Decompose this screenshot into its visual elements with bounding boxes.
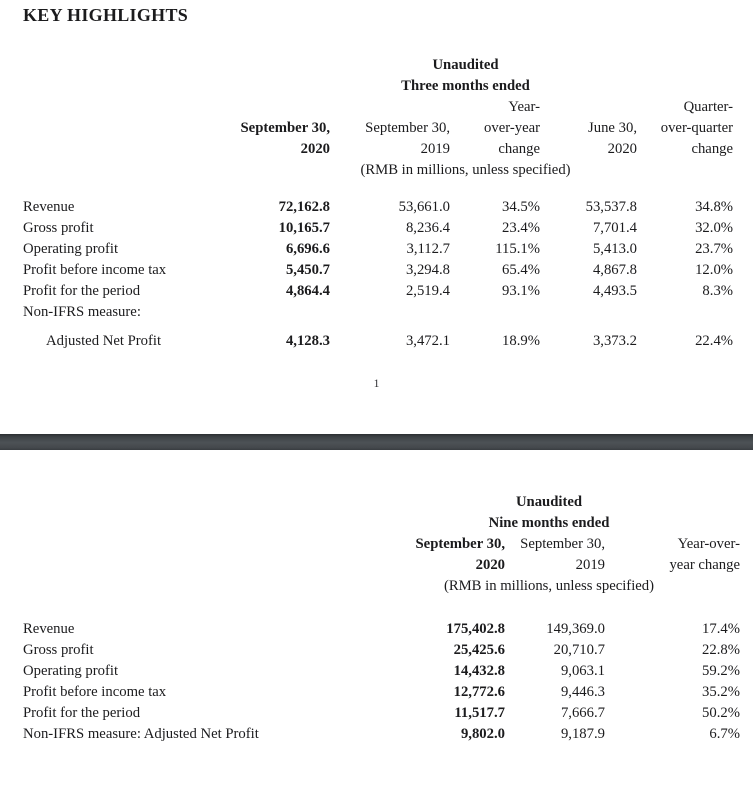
col-header-yoy: Year-over- [677, 536, 740, 552]
cell-value: 9,446.3 [560, 684, 605, 700]
spacer-row [23, 181, 733, 197]
col-header-sep2020: 2020 [475, 557, 505, 573]
cell-value: 7,666.7 [560, 705, 605, 721]
col-header-yoy: year change [669, 557, 740, 573]
table-row [23, 703, 740, 724]
page-number: 1 [373, 378, 380, 390]
empty-cell [330, 97, 450, 118]
period-label: Nine months ended [488, 515, 610, 531]
cell-value: 3,373.2 [592, 333, 637, 349]
page-title: KEY HIGHLIGHTS [23, 5, 189, 25]
cell-value: 35.2% [702, 684, 740, 700]
row-label: Profit for the period [23, 283, 141, 299]
table-header-row [23, 160, 733, 181]
nine-months-table [23, 492, 740, 745]
cell-value: 8,236.4 [405, 220, 450, 236]
cell-value: 32.0% [695, 220, 734, 236]
unaudited-label: Unaudited [432, 57, 499, 73]
empty-cell [198, 302, 330, 323]
cell-value: 23.7% [695, 241, 734, 257]
row-label: Profit before income tax [23, 684, 167, 700]
cell-value: 10,165.7 [278, 220, 330, 236]
empty-cell [23, 97, 198, 118]
cell-value: 65.4% [502, 262, 540, 278]
table-row [23, 640, 740, 661]
cell-value: 6,696.6 [285, 241, 330, 257]
table-header-row [23, 576, 740, 597]
empty-cell [23, 513, 413, 534]
col-header-qoq: Quarter- [683, 99, 734, 115]
unaudited-label: Unaudited [515, 494, 583, 510]
col-header-sep2020: 2020 [300, 141, 330, 157]
page-divider [0, 434, 753, 450]
cell-value: 115.1% [495, 241, 540, 257]
empty-cell [637, 302, 733, 323]
row-label: Operating profit [23, 663, 119, 679]
table-header-row [23, 492, 740, 513]
empty-cell [23, 492, 413, 513]
row-label: Revenue [23, 621, 75, 637]
period-label: Three months ended [401, 78, 530, 94]
cell-value: 59.2% [702, 663, 740, 679]
table-row [23, 218, 733, 239]
table-row [23, 661, 740, 682]
row-label: Profit before income tax [23, 262, 167, 278]
table-row [23, 682, 740, 703]
cell-value: 12,772.6 [453, 684, 505, 700]
cell-value: 5,450.7 [285, 262, 330, 278]
cell-value: 3,472.1 [405, 333, 450, 349]
empty-cell [23, 597, 740, 619]
cell-value: 22.4% [695, 333, 734, 349]
cell-value: 9,802.0 [460, 726, 505, 742]
cell-value: 34.5% [502, 199, 540, 215]
cell-value: 4,867.8 [592, 262, 637, 278]
cell-value: 5,413.0 [592, 241, 637, 257]
table-header-row [23, 534, 740, 555]
col-header-sep2019: September 30, [365, 120, 450, 136]
empty-cell [23, 139, 198, 160]
row-label: Gross profit [23, 642, 94, 658]
cell-value: 4,493.5 [592, 283, 637, 299]
empty-cell [540, 302, 637, 323]
col-header-sep2019: September 30, [520, 536, 605, 552]
col-header-yoy: over-year [484, 120, 540, 136]
cell-value: 53,661.0 [398, 199, 450, 215]
table-header-row [23, 97, 733, 118]
row-label: Non-IFRS measure: Adjusted Net Profit [23, 726, 259, 742]
empty-cell [23, 181, 733, 197]
table-header-row [23, 555, 740, 576]
col-header-sep2019: 2019 [575, 557, 605, 573]
unit-note: (RMB in millions, unless specified) [360, 162, 571, 178]
cell-value: 50.2% [702, 705, 740, 721]
table-row [23, 724, 740, 745]
cell-value: 53,537.8 [585, 199, 637, 215]
empty-cell [23, 118, 198, 139]
col-header-qoq: change [691, 141, 734, 157]
page-2 [0, 492, 753, 805]
col-header-jun2020: June 30, [588, 120, 637, 136]
table-row [23, 197, 733, 218]
empty-cell [23, 55, 198, 76]
cell-value: 149,369.0 [546, 621, 605, 637]
cell-value: 4,128.3 [285, 333, 330, 349]
table-row [23, 260, 733, 281]
cell-value: 6.7% [709, 726, 740, 742]
col-header-sep2020: September 30, [415, 536, 505, 552]
empty-cell [23, 160, 198, 181]
table-header-row [23, 513, 740, 534]
table-header-row [23, 76, 733, 97]
table-header-row [23, 118, 733, 139]
col-header-jun2020: 2020 [607, 141, 637, 157]
unit-note: (RMB in millions, unless specified) [443, 578, 655, 594]
cell-value: 175,402.8 [446, 621, 505, 637]
cell-value: 3,294.8 [405, 262, 450, 278]
row-label: Gross profit [23, 220, 94, 236]
row-label: Operating profit [23, 241, 119, 257]
three-months-table [23, 55, 733, 352]
spacer-row [23, 597, 740, 619]
table-row [23, 239, 733, 260]
empty-cell [23, 576, 413, 597]
cell-value: 72,162.8 [278, 199, 330, 215]
empty-cell [450, 302, 540, 323]
cell-value: 22.8% [702, 642, 740, 658]
empty-cell [23, 534, 413, 555]
cell-value: 4,864.4 [285, 283, 330, 299]
col-header-sep2019: 2019 [420, 141, 450, 157]
cell-value: 17.4% [702, 621, 740, 637]
cell-value: 8.3% [702, 283, 734, 299]
cell-value: 25,425.6 [453, 642, 505, 658]
row-label: Profit for the period [23, 705, 141, 721]
cell-value: 3,112.7 [406, 241, 450, 257]
cell-value: 34.8% [695, 199, 734, 215]
row-label: Adjusted Net Profit [46, 333, 162, 349]
empty-cell [198, 97, 330, 118]
cell-value: 2,519.4 [405, 283, 450, 299]
empty-cell [23, 555, 413, 576]
table-row [23, 302, 733, 323]
cell-value: 23.4% [502, 220, 540, 236]
col-header-yoy: Year- [508, 99, 540, 115]
cell-value: 18.9% [502, 333, 540, 349]
cell-value: 11,517.7 [454, 705, 505, 721]
table-row [23, 281, 733, 302]
cell-value: 93.1% [502, 283, 540, 299]
table-row [23, 619, 740, 640]
cell-value: 14,432.8 [453, 663, 505, 679]
col-header-qoq: over-quarter [660, 120, 734, 136]
cell-value: 7,701.4 [592, 220, 637, 236]
row-label: Non-IFRS measure: [23, 304, 141, 320]
col-header-sep2020: September 30, [240, 120, 330, 136]
empty-cell [540, 97, 637, 118]
col-header-yoy: change [498, 141, 540, 157]
cell-value: 12.0% [695, 262, 734, 278]
empty-cell [23, 76, 198, 97]
cell-value: 20,710.7 [553, 642, 605, 658]
table-row [23, 323, 733, 352]
empty-cell [330, 302, 450, 323]
table-header-row [23, 139, 733, 160]
row-label: Revenue [23, 199, 75, 215]
table-header-row [23, 55, 733, 76]
cell-value: 9,187.9 [560, 726, 605, 742]
cell-value: 9,063.1 [560, 663, 605, 679]
